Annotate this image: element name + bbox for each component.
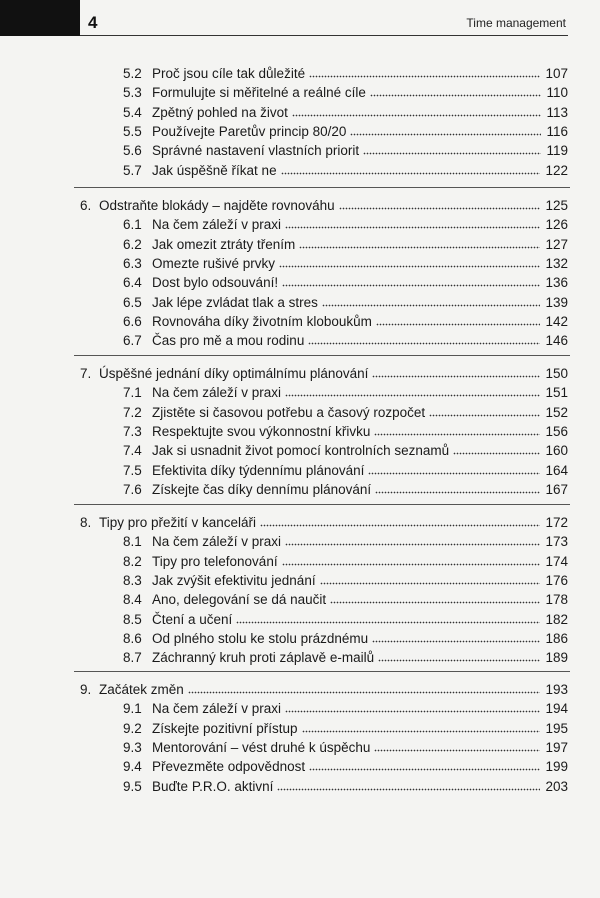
section-entry-number: 7.3 [123, 423, 142, 439]
section-entry-leader-dots [322, 304, 541, 307]
section-entry-title: Efektivita díky týdennímu plánování [152, 462, 365, 478]
section-entry-page: 152 [545, 404, 568, 420]
section-entry [0, 530, 600, 550]
section-entry-title: Správné nastavení vlastních priorit [152, 143, 360, 159]
section-entry [0, 775, 600, 795]
section-entry-page: 194 [545, 701, 568, 717]
chapter-entry-leader-dots [260, 524, 540, 527]
section-entry [0, 717, 600, 737]
section-entry-leader-dots [282, 284, 540, 287]
section-entry-page: 116 [546, 123, 568, 139]
section-entry [0, 459, 600, 479]
section-entry-number: 8.7 [123, 650, 142, 666]
section-entry-number: 8.1 [123, 534, 142, 550]
section-entry-page: 110 [546, 85, 568, 101]
section-entry-page: 142 [545, 313, 568, 329]
section-entry [0, 233, 600, 253]
section-entry [0, 646, 600, 666]
section-entry-title: Používejte Paretův princip 80/20 [152, 123, 347, 139]
section-entry-title: Na čem záleží v praxi [152, 701, 282, 717]
section-entry-leader-dots [330, 601, 540, 604]
chapter-entry-title: Odstraňte blokády – najděte rovnováhu [99, 198, 335, 213]
section-entry-leader-dots [368, 472, 540, 475]
section-entry-number: 9.1 [123, 701, 142, 717]
section-entry [0, 81, 600, 101]
section-entry-leader-dots [285, 394, 540, 397]
section-entry [0, 401, 600, 421]
section-entry-page: 146 [545, 333, 568, 349]
section-entry [0, 252, 600, 272]
section-entry-title: Jak zvýšit efektivitu jednání [152, 572, 316, 588]
running-title: Time management [466, 16, 566, 30]
section-entry-title: Záchranný kruh proti záplavě e-mailů [152, 650, 375, 666]
section-entry-number: 9.2 [123, 720, 142, 736]
section-entry-page: 122 [545, 162, 568, 178]
section-entry-title: Respektujte svou výkonnostní křivku [152, 423, 371, 439]
section-entry [0, 139, 600, 159]
section-entry-title: Zpětný pohled na život [152, 104, 288, 120]
chapter-entry-page: 125 [545, 198, 568, 213]
section-entry [0, 550, 600, 570]
section-entry-leader-dots [378, 659, 540, 662]
page-number: 4 [88, 13, 98, 32]
section-entry-leader-dots [236, 621, 540, 624]
section-entry [0, 159, 600, 179]
section-entry-number: 8.4 [123, 592, 142, 608]
section-entry-title: Jak lépe zvládat tlak a stres [152, 294, 318, 310]
section-entry-number: 5.2 [123, 66, 142, 81]
section-entry [0, 329, 600, 349]
section-entry [0, 120, 600, 140]
section-entry-page: 126 [545, 217, 568, 233]
section-entry [0, 101, 600, 121]
section-entry-number: 8.5 [123, 611, 142, 627]
section-entry-leader-dots [285, 543, 540, 546]
section-entry-title: Na čem záleží v praxi [152, 217, 282, 233]
section-entry-number: 6.3 [123, 255, 142, 271]
section-entry-leader-dots [308, 342, 540, 345]
section-entry-title: Jak si usnadnit život pomocí kontrolních seznamů [152, 443, 450, 459]
section-entry-title: Na čem záleží v praxi [152, 385, 282, 401]
section-entry-title: Omezte rušivé prvky [152, 255, 276, 271]
section-entry [0, 271, 600, 291]
section-entry-number: 5.3 [123, 85, 142, 101]
section-entry-leader-dots [429, 414, 540, 417]
section-entry-number: 9.5 [123, 778, 142, 794]
section-entry [0, 478, 600, 498]
section-entry-leader-dots [375, 491, 540, 494]
section-entry-leader-dots [320, 582, 541, 585]
section-entry-number: 6.5 [123, 294, 142, 310]
section-entry-title: Buďte P.R.O. aktivní [152, 778, 274, 794]
section-entry [0, 420, 600, 440]
section-entry-number: 7.1 [123, 385, 142, 401]
section-entry-leader-dots [376, 323, 541, 326]
section-entry-number: 7.5 [123, 462, 142, 478]
section-entry-leader-dots [370, 94, 542, 97]
section-entry-number: 6.4 [123, 275, 142, 291]
section-entry-page: 203 [545, 778, 568, 794]
section-entry-leader-dots [285, 226, 540, 229]
section-entry-page: 195 [545, 720, 568, 736]
section-entry-title: Mentorování – vést druhé k úspěchu [152, 739, 371, 755]
section-entry-leader-dots [282, 563, 541, 566]
chapter-entry-leader-dots [339, 207, 541, 210]
section-entry [0, 755, 600, 775]
section-entry [0, 736, 600, 756]
section-entry-leader-dots [279, 265, 540, 268]
chapter-entry-leader-dots [372, 375, 540, 378]
section-entry-number: 9.3 [123, 739, 142, 755]
section-entry-leader-dots [363, 152, 541, 155]
chapter-separator [74, 355, 570, 356]
section-entry-number: 6.1 [123, 217, 142, 233]
section-entry-page: 132 [545, 255, 568, 271]
section-entry [0, 310, 600, 330]
chapter-entry-number: 7. [80, 366, 92, 381]
section-entry-title: Jak úspěšně říkat ne [152, 162, 277, 178]
section-entry [0, 627, 600, 647]
section-entry-leader-dots [285, 710, 540, 713]
section-entry-page: 119 [546, 143, 568, 159]
section-entry-title: Získejte pozitivní přístup [152, 720, 298, 736]
section-entry-page: 173 [545, 534, 568, 550]
section-entry-leader-dots [374, 749, 540, 752]
section-entry-page: 182 [545, 611, 568, 627]
section-entry-leader-dots [309, 768, 540, 771]
section-entry-title: Na čem záleží v praxi [152, 534, 282, 550]
section-entry-number: 6.2 [123, 236, 142, 252]
section-entry-number: 5.4 [123, 104, 142, 120]
section-entry-number: 5.5 [123, 123, 142, 139]
chapter-entry-number: 6. [80, 198, 92, 213]
section-entry-page: 199 [545, 759, 568, 775]
section-entry-page: 113 [546, 104, 568, 120]
section-entry-leader-dots [309, 75, 540, 78]
chapter-separator [74, 504, 570, 505]
section-entry-number: 8.6 [123, 630, 142, 646]
section-entry-title: Získejte čas díky dennímu plánování [152, 481, 372, 497]
section-entry-title: Čas pro mě a mou rodinu [152, 333, 305, 349]
chapter-entry-number: 8. [80, 515, 92, 530]
section-entry-leader-dots [350, 133, 541, 136]
section-entry-number: 8.3 [123, 572, 142, 588]
section-entry [0, 62, 600, 82]
section-entry-title: Proč jsou cíle tak důležité [152, 66, 306, 81]
section-entry [0, 608, 600, 628]
section-entry-leader-dots [302, 730, 541, 733]
section-entry-number: 9.4 [123, 759, 142, 775]
chapter-entry-title: Tipy pro přežití v kanceláři [99, 515, 257, 530]
section-entry [0, 381, 600, 401]
section-entry-leader-dots [299, 246, 540, 249]
section-entry-title: Čtení a učení [152, 611, 233, 627]
chapter-entry-page: 150 [545, 366, 568, 381]
section-entry-page: 176 [545, 572, 568, 588]
section-entry-page: 160 [545, 443, 568, 459]
section-entry-number: 6.6 [123, 313, 142, 329]
section-entry-number: 5.6 [123, 143, 142, 159]
section-entry-page: 189 [545, 650, 568, 666]
thumb-tab [0, 0, 80, 36]
section-entry-title: Ano, delegování se dá naučit [152, 592, 327, 608]
chapter-entry [0, 362, 600, 382]
section-entry-page: 127 [545, 236, 568, 252]
section-entry-page: 151 [545, 385, 568, 401]
section-entry-title: Od plného stolu ke stolu prázdnému [152, 630, 369, 646]
section-entry-title: Tipy pro telefonování [152, 553, 278, 569]
section-entry-number: 7.6 [123, 481, 142, 497]
section-entry [0, 697, 600, 717]
section-entry-leader-dots [277, 788, 540, 791]
section-entry [0, 439, 600, 459]
section-entry-leader-dots [372, 640, 540, 643]
section-entry [0, 569, 600, 589]
section-entry [0, 291, 600, 311]
chapter-entry-title: Začátek změn [99, 682, 184, 697]
section-entry-title: Dost bylo odsouvání! [152, 275, 279, 291]
section-entry-title: Převezměte odpovědnost [152, 759, 306, 775]
section-entry [0, 213, 600, 233]
chapter-entry-title: Úspěšné jednání díky optimálnímu plánování [99, 366, 369, 381]
section-entry-page: 174 [545, 553, 568, 569]
chapter-separator [74, 187, 570, 188]
section-entry-number: 7.2 [123, 404, 142, 420]
section-entry-number: 5.7 [123, 162, 142, 178]
section-entry-page: 107 [545, 66, 568, 81]
section-entry-leader-dots [292, 114, 542, 117]
section-entry-title: Rovnováha díky životním kloboukům [152, 313, 372, 329]
section-entry-title: Formulujte si měřitelné a reálné cíle [152, 85, 366, 101]
section-entry-leader-dots [281, 172, 541, 175]
chapter-separator [74, 671, 570, 672]
chapter-entry [0, 678, 600, 698]
section-entry-page: 197 [545, 739, 568, 755]
section-entry-page: 156 [545, 423, 568, 439]
section-entry-title: Zjistěte si časovou potřebu a časový rozpočet [152, 404, 426, 420]
section-entry-leader-dots [453, 452, 540, 455]
section-entry-page: 167 [545, 481, 568, 497]
chapter-entry [0, 194, 600, 214]
chapter-entry-leader-dots [188, 691, 541, 694]
section-entry-page: 136 [545, 275, 568, 291]
section-entry-number: 7.4 [123, 443, 142, 459]
chapter-entry-number: 9. [80, 682, 92, 697]
chapter-entry [0, 511, 600, 531]
chapter-entry-page: 172 [545, 515, 568, 530]
section-entry [0, 588, 600, 608]
section-entry-number: 8.2 [123, 553, 142, 569]
section-entry-number: 6.7 [123, 333, 142, 349]
section-entry-page: 139 [545, 294, 568, 310]
header-rule [80, 35, 568, 36]
section-entry-page: 164 [545, 462, 568, 478]
section-entry-page: 178 [545, 592, 568, 608]
section-entry-leader-dots [374, 433, 540, 436]
section-entry-title: Jak omezit ztráty třením [152, 236, 296, 252]
section-entry-page: 186 [545, 630, 568, 646]
chapter-entry-page: 193 [545, 682, 568, 697]
